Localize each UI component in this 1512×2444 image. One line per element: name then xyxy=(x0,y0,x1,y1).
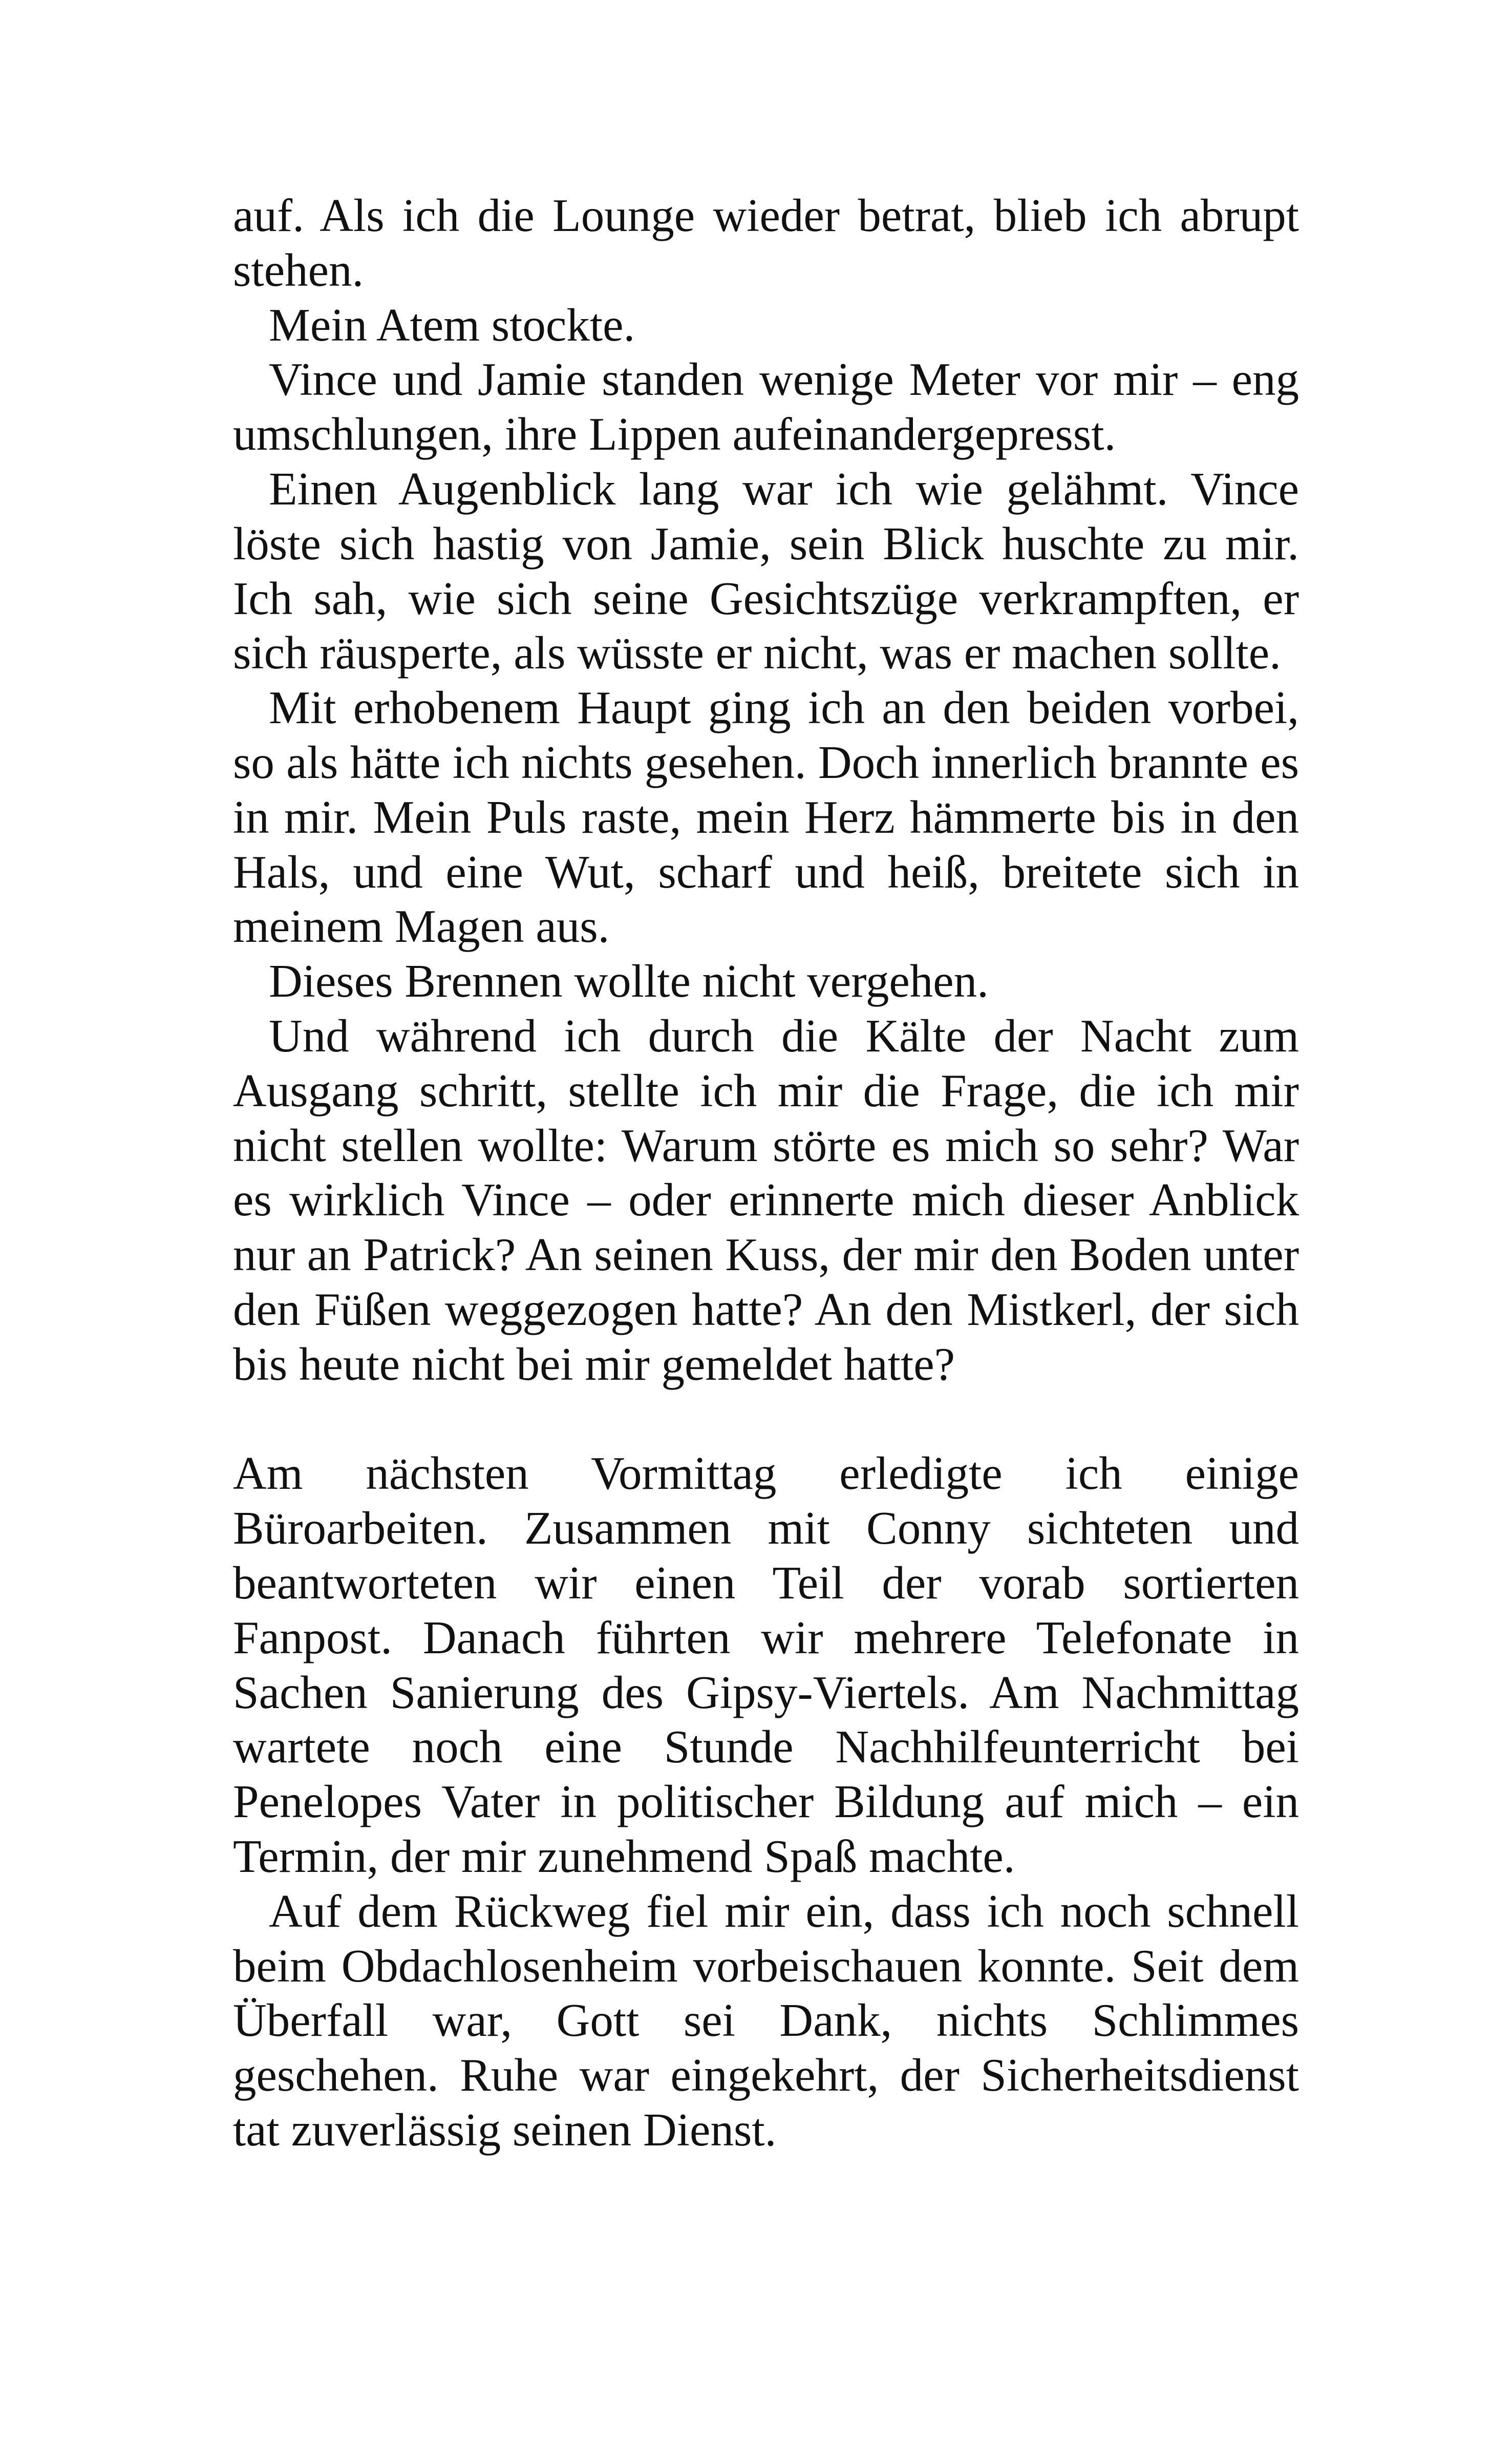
paragraph: Auf dem Rückweg fiel mir ein, dass ich noch schnell beim Obdachlosenheim vorbeischauen konnte. Seit dem Überfall war, Gott sei Dank, nichts Schlimmes geschehen. Ruhe war eingekehrt, der Sicherheitsdienst tat zuverlässig seinen Dienst. xyxy=(233,1885,1299,2156)
paragraph: Mein Atem stockte. xyxy=(269,299,635,351)
paragraph: Einen Augenblick lang war ich wie gelähmt. Vince löste sich hastig von Jamie, sein Blick huschte zu mir. Ich sah, wie sich seine Gesichtszüge verkrampften, er sich räusperte, als wüsste er nicht, was er machen sollte. xyxy=(233,462,1299,679)
paragraph: Mit erhobenem Haupt ging ich an den beiden vorbei, so als hätte ich nichts gesehen. Doch innerlich brannte es in mir. Mein Puls raste, mein Herz hämmerte bis in den Hals, und eine Wut, scharf und heiß, breitete sich in meinem Magen aus. xyxy=(233,682,1299,953)
paragraph: auf. Als ich die Lounge wieder betrat, blieb ich abrupt stehen. xyxy=(233,189,1299,296)
scene-break xyxy=(233,1392,1299,1447)
paragraph: Und während ich durch die Kälte der Nacht zum Ausgang schritt, stellte ich mir die Frage, die ich mir nicht stellen wollte: Warum störte es mich so sehr? War es wirklich Vince – oder erinnerte mich dieser Anblick nur an Patrick? An seinen Kuss, der mir den Boden unter den Füßen weggezogen hatte? An den Mistkerl, der sich bis heute nicht bei mir gemeldet hatte? xyxy=(233,1009,1299,1390)
paragraph: Dieses Brennen wollte nicht vergehen. xyxy=(269,955,989,1007)
paragraph: Vince und Jamie standen wenige Meter vor mir – eng umschlungen, ihre Lippen aufeinandergepresst. xyxy=(233,353,1299,460)
book-page xyxy=(233,188,1299,2158)
paragraph: Am nächsten Vormittag erledigte ich einige Büroarbeiten. Zusammen mit Conny sichteten und beantworteten wir einen Teil der vorab sortierten Fanpost. Danach führten wir mehrere Telefonate in Sachen Sanierung des Gipsy-Viertels. Am Nachmittag wartete noch eine Stunde Nachhilfeunterricht bei Penelopes Vater in politischer Bildung auf mich – ein Termin, der mir zunehmend Spaß machte. xyxy=(233,1447,1299,1882)
